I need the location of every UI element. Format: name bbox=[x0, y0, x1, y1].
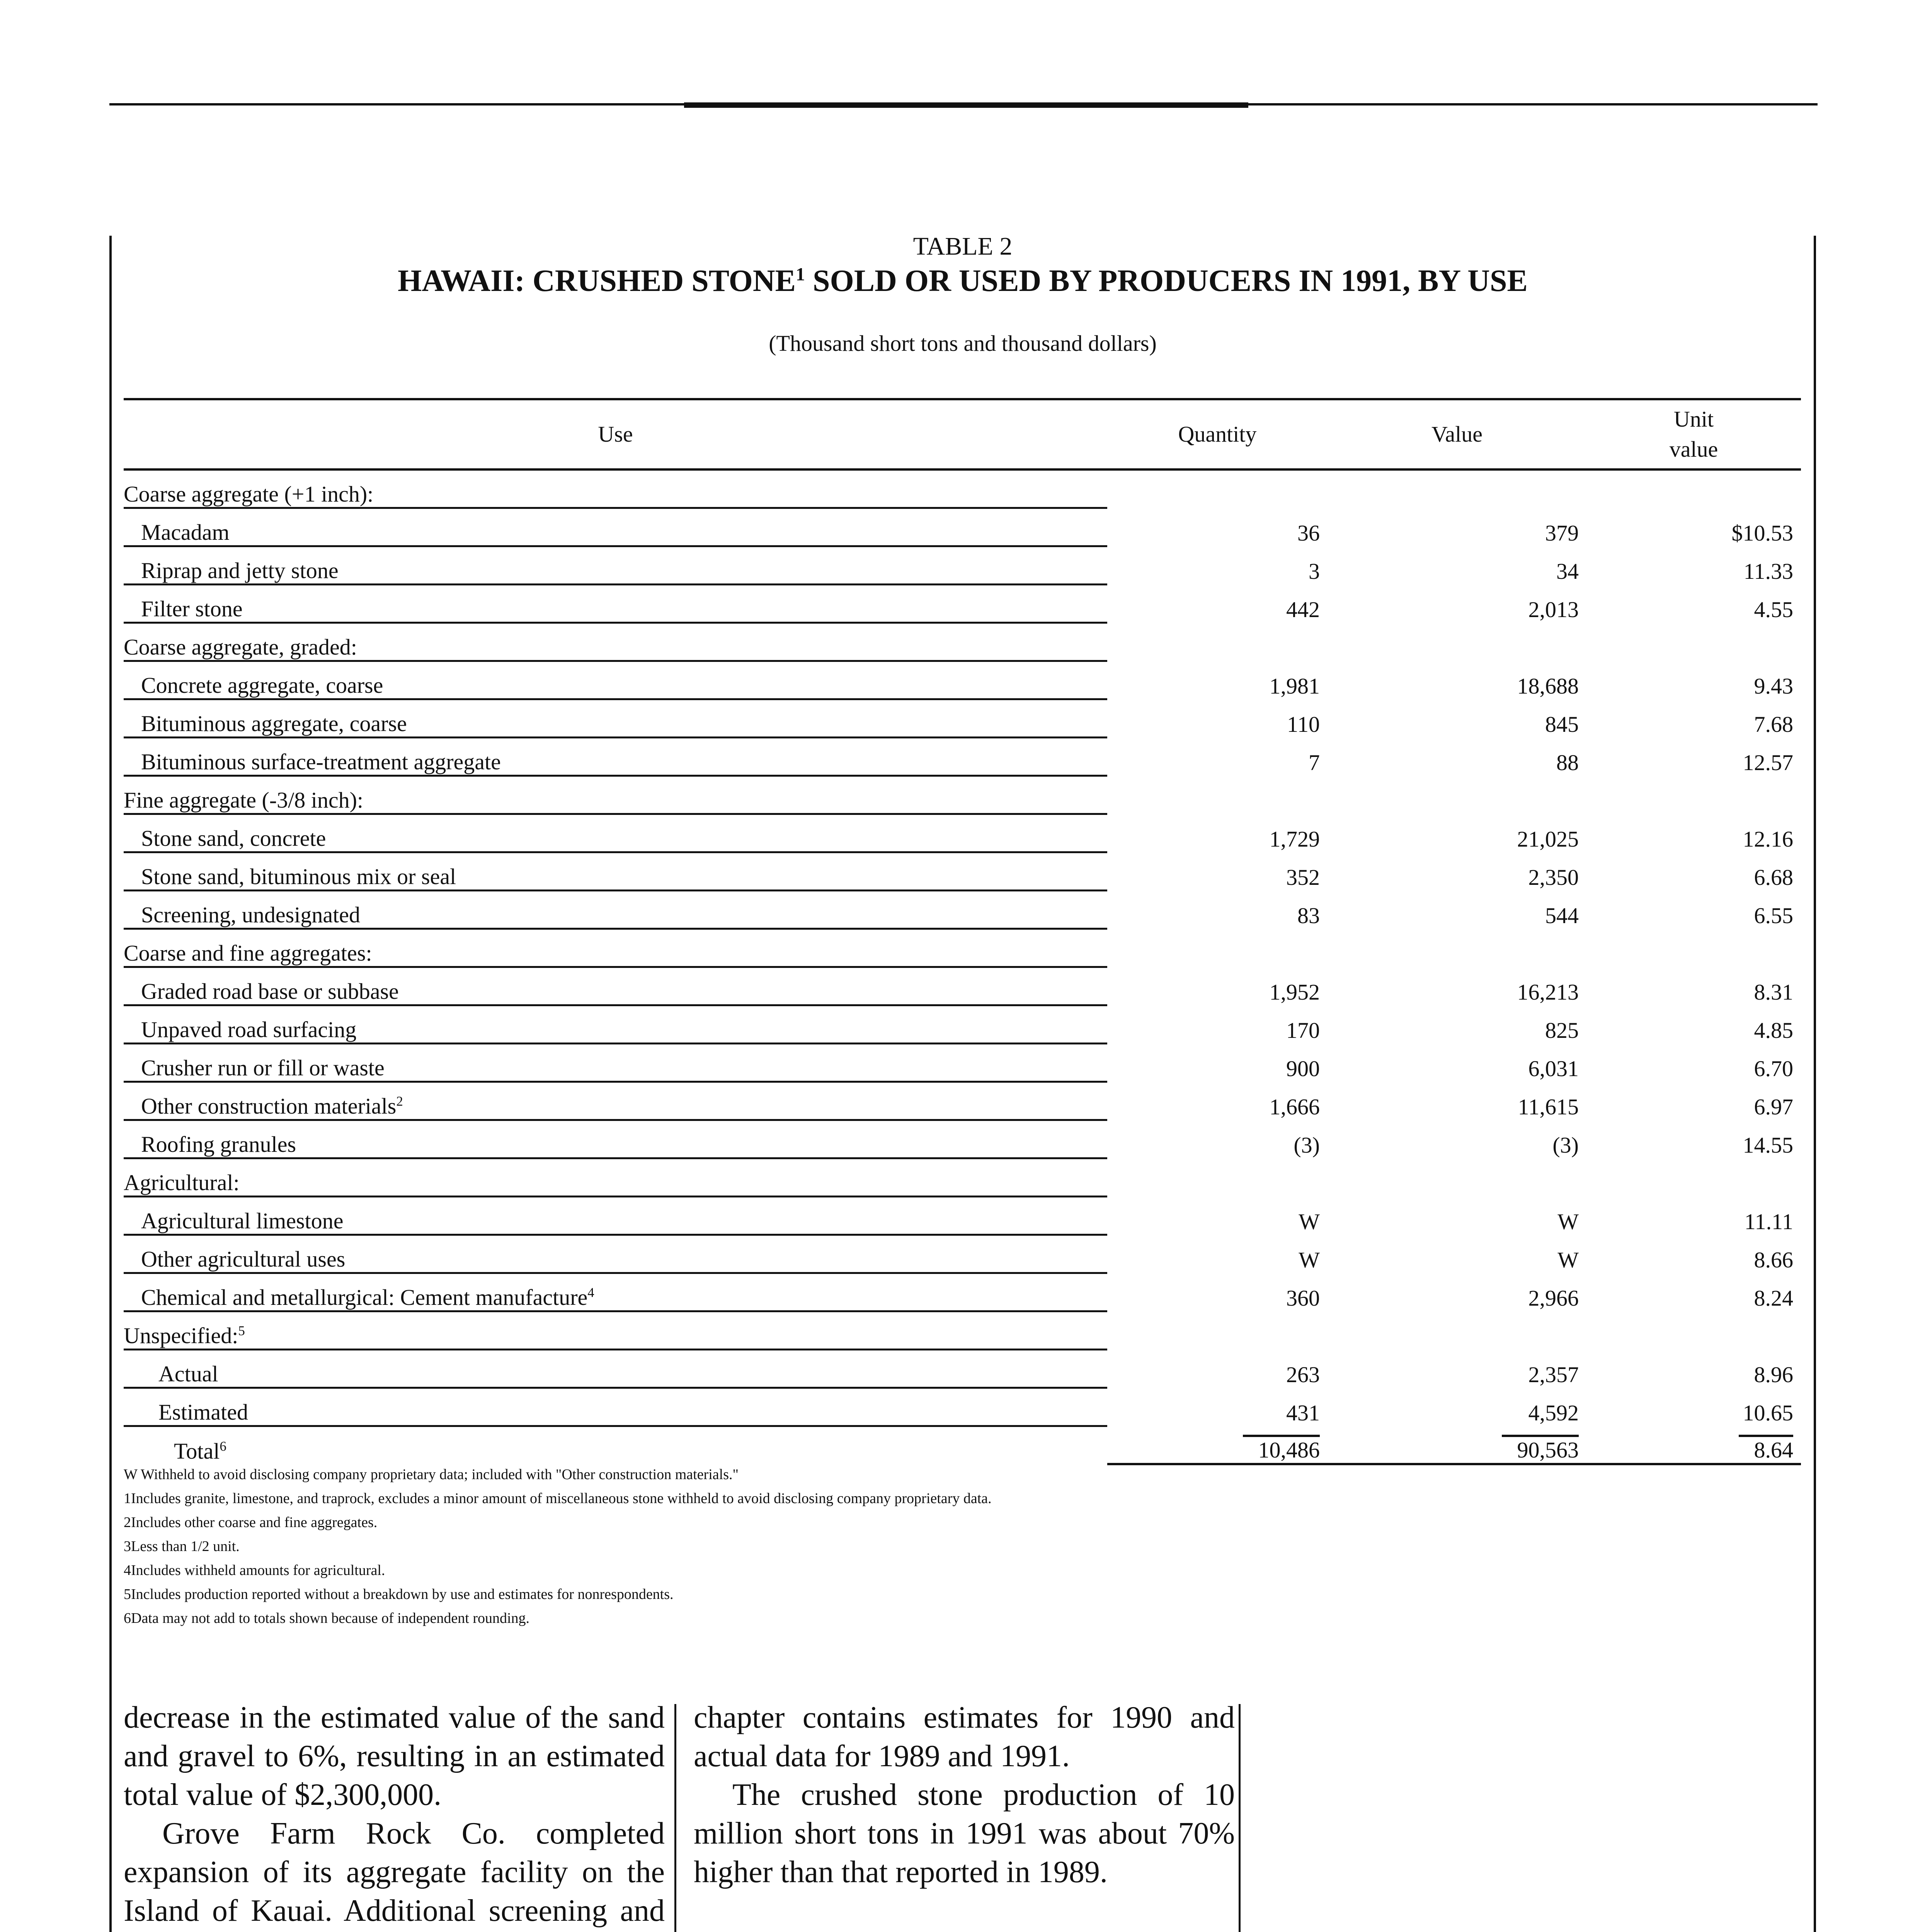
cell-use bbox=[124, 661, 1107, 699]
table-row bbox=[124, 546, 1801, 584]
cell-quantity bbox=[1107, 929, 1328, 967]
cell-value: 6,031 bbox=[1528, 1056, 1579, 1081]
cell-quantity: 7 bbox=[1309, 750, 1320, 775]
cell-use-text: Stone sand, concrete bbox=[141, 825, 326, 851]
cell-quantity: 360 bbox=[1286, 1286, 1320, 1311]
cell-unit-value: 12.57 bbox=[1743, 750, 1793, 775]
cell-use bbox=[124, 890, 1107, 929]
cell-use-text: Chemical and metallurgical: Cement manufacture bbox=[141, 1284, 588, 1310]
cell-unit-value: 6.97 bbox=[1754, 1094, 1793, 1119]
header-rule-thick bbox=[684, 102, 1248, 108]
table-row bbox=[124, 469, 1801, 508]
cell-use-footnote-ref: 4 bbox=[587, 1285, 594, 1300]
footnote-1: 1Includes granite, limestone, and traprock, excludes a minor amount of miscellaneous stone withheld to avoid disclosing company proprietary data. bbox=[124, 1490, 992, 1507]
table-row bbox=[124, 1273, 1801, 1311]
cell-value: 544 bbox=[1545, 903, 1579, 928]
cell-use-text: Unspecified: bbox=[124, 1323, 238, 1348]
cell-unit-value: 14.55 bbox=[1743, 1133, 1793, 1158]
footnote-w: W Withheld to avoid disclosing company proprietary data; included with "Other construction materials." bbox=[124, 1466, 739, 1483]
cell-use bbox=[124, 1158, 1107, 1196]
cell-unit-value bbox=[1586, 622, 1801, 661]
cell-value: 11,615 bbox=[1518, 1094, 1579, 1119]
cell-use-text: Screening, undesignated bbox=[141, 902, 360, 927]
cell-quantity: 900 bbox=[1286, 1056, 1320, 1081]
table-title bbox=[112, 264, 1814, 299]
cell-quantity: 36 bbox=[1297, 520, 1320, 546]
cell-quantity: 352 bbox=[1286, 865, 1320, 890]
cell-use-text: Bituminous surface-treatment aggregate bbox=[141, 749, 501, 774]
cell-quantity: W bbox=[1299, 1247, 1320, 1272]
cell-quantity-text: 10,486 bbox=[1243, 1435, 1320, 1463]
cell-unit-value bbox=[1586, 1426, 1801, 1464]
cell-use bbox=[124, 1426, 1107, 1464]
cell-quantity: 442 bbox=[1286, 597, 1320, 622]
body-paragraph: decrease in the estimated value of the sand and gravel to 6%, resulting in an estimated total value of $2,300,000. bbox=[124, 1701, 665, 1812]
table-row bbox=[124, 1311, 1801, 1349]
cell-use bbox=[124, 1349, 1107, 1388]
cell-use bbox=[124, 508, 1107, 546]
header-unit-value-line2: value bbox=[1669, 437, 1718, 462]
cell-unit-value: 8.96 bbox=[1754, 1362, 1793, 1387]
cell-use-text: Filter stone bbox=[141, 596, 243, 621]
cell-unit-value bbox=[1586, 1158, 1801, 1196]
cell-quantity bbox=[1107, 1158, 1328, 1196]
cell-quantity: 3 bbox=[1309, 559, 1320, 584]
cell-quantity: 1,952 bbox=[1269, 980, 1320, 1005]
cell-value: 845 bbox=[1545, 712, 1579, 737]
cell-use-text: Estimated bbox=[158, 1399, 248, 1425]
cell-unit-value: 4.85 bbox=[1754, 1018, 1793, 1043]
table-units: (Thousand short tons and thousand dollars) bbox=[769, 331, 1157, 356]
cell-quantity: 431 bbox=[1286, 1400, 1320, 1425]
cell-use-text: Agricultural: bbox=[124, 1170, 240, 1195]
cell-use bbox=[124, 1005, 1107, 1043]
cell-value: 2,350 bbox=[1528, 865, 1579, 890]
cell-unit-value: 11.11 bbox=[1744, 1209, 1793, 1234]
table-row bbox=[124, 814, 1801, 852]
cell-use-text: Total bbox=[174, 1439, 220, 1464]
cell-value bbox=[1328, 469, 1586, 508]
cell-use bbox=[124, 1388, 1107, 1426]
cell-use-text: Concrete aggregate, coarse bbox=[141, 672, 383, 698]
body-paragraph: chapter contains estimates for 1990 and actual data for 1989 and 1991. bbox=[694, 1701, 1235, 1773]
crushed-stone-table bbox=[124, 398, 1801, 1465]
cell-value bbox=[1328, 1158, 1586, 1196]
cell-quantity: 1,981 bbox=[1269, 673, 1320, 699]
cell-use-text: Riprap and jetty stone bbox=[141, 558, 339, 583]
cell-use bbox=[124, 1120, 1107, 1158]
cell-unit-value: 10.65 bbox=[1743, 1400, 1793, 1425]
cell-value bbox=[1328, 776, 1586, 814]
header-quantity: Quantity bbox=[1107, 399, 1328, 469]
cell-value: 18,688 bbox=[1517, 673, 1579, 699]
cell-quantity bbox=[1107, 1311, 1328, 1349]
cell-value: 379 bbox=[1545, 520, 1579, 546]
cell-use bbox=[124, 1311, 1107, 1349]
cell-quantity: 1,729 bbox=[1269, 827, 1320, 852]
body-paragraph: The crushed stone production of 10 million short tons in 1991 was about 70% higher than that reported in 1989. bbox=[694, 1778, 1235, 1889]
cell-use-text: Coarse aggregate (+1 inch): bbox=[124, 481, 374, 507]
cell-unit-value: 6.68 bbox=[1754, 865, 1793, 890]
cell-use bbox=[124, 699, 1107, 737]
column-divider bbox=[1239, 1704, 1241, 1932]
cell-use bbox=[124, 622, 1107, 661]
table-row bbox=[124, 1196, 1801, 1235]
table-frame-left bbox=[109, 236, 112, 1932]
cell-use-text: Roofing granules bbox=[141, 1131, 296, 1157]
table-title-post: SOLD OR USED BY PRODUCERS IN 1991, BY USE bbox=[805, 264, 1528, 298]
cell-use-text: Fine aggregate (-3/8 inch): bbox=[124, 787, 364, 813]
cell-use bbox=[124, 737, 1107, 776]
table-title-pre: HAWAII: CRUSHED STONE bbox=[398, 264, 796, 298]
cell-unit-value: 11.33 bbox=[1743, 559, 1793, 584]
table-row bbox=[124, 1426, 1801, 1464]
cell-quantity: W bbox=[1299, 1209, 1320, 1234]
table-row bbox=[124, 1082, 1801, 1120]
cell-unit-value: 8.24 bbox=[1754, 1286, 1793, 1311]
cell-value: 825 bbox=[1545, 1018, 1579, 1043]
cell-value: 34 bbox=[1556, 559, 1579, 584]
cell-use bbox=[124, 967, 1107, 1005]
table-row bbox=[124, 1120, 1801, 1158]
cell-value: 21,025 bbox=[1517, 827, 1579, 852]
header-unit-value bbox=[1586, 399, 1801, 469]
cell-use bbox=[124, 929, 1107, 967]
cell-value: W bbox=[1557, 1247, 1579, 1272]
cell-use bbox=[124, 1082, 1107, 1120]
table-footnotes bbox=[124, 1463, 1785, 1630]
cell-value-text: 90,563 bbox=[1502, 1435, 1579, 1463]
cell-use-text: Macadam bbox=[141, 519, 230, 545]
table-row bbox=[124, 622, 1801, 661]
cell-use-text: Bituminous aggregate, coarse bbox=[141, 711, 407, 736]
cell-use bbox=[124, 584, 1107, 622]
table-row bbox=[124, 929, 1801, 967]
cell-use-footnote-ref: 5 bbox=[238, 1323, 245, 1338]
cell-use-footnote-ref: 2 bbox=[396, 1094, 403, 1109]
footnote-4: 4Includes withheld amounts for agricultural. bbox=[124, 1562, 385, 1578]
cell-value: 2,966 bbox=[1528, 1286, 1579, 1311]
cell-quantity bbox=[1107, 1426, 1328, 1464]
table-row bbox=[124, 737, 1801, 776]
header-value: Value bbox=[1328, 399, 1586, 469]
cell-use-text: Coarse aggregate, graded: bbox=[124, 634, 357, 660]
footnote-3: 3Less than 1/2 unit. bbox=[124, 1538, 240, 1554]
cell-use-text: Other agricultural uses bbox=[141, 1246, 346, 1272]
table-row bbox=[124, 852, 1801, 890]
cell-value bbox=[1328, 1311, 1586, 1349]
cell-unit-value: 6.70 bbox=[1754, 1056, 1793, 1081]
cell-unit-value: 4.55 bbox=[1754, 597, 1793, 622]
table-title-footnote-ref: 1 bbox=[795, 264, 805, 285]
footnote-2: 2Includes other coarse and fine aggregates. bbox=[124, 1514, 378, 1531]
table-label: TABLE 2 bbox=[913, 232, 1013, 260]
cell-use-text: Actual bbox=[158, 1361, 218, 1386]
cell-use-text: Coarse and fine aggregates: bbox=[124, 940, 372, 966]
table-row bbox=[124, 967, 1801, 1005]
cell-use bbox=[124, 852, 1107, 890]
cell-value: 2,013 bbox=[1528, 597, 1579, 622]
table-row bbox=[124, 1005, 1801, 1043]
cell-value: 16,213 bbox=[1517, 980, 1579, 1005]
cell-use bbox=[124, 469, 1107, 508]
cell-quantity: 83 bbox=[1297, 903, 1320, 928]
table-row bbox=[124, 890, 1801, 929]
cell-use-text: Other construction materials bbox=[141, 1093, 397, 1119]
cell-use bbox=[124, 814, 1107, 852]
table-header-row bbox=[124, 399, 1801, 469]
table-body bbox=[124, 469, 1801, 1464]
cell-quantity: (3) bbox=[1294, 1133, 1320, 1158]
cell-use bbox=[124, 1235, 1107, 1273]
table-row bbox=[124, 1388, 1801, 1426]
cell-quantity: 1,666 bbox=[1269, 1094, 1320, 1119]
body-paragraph: Grove Farm Rock Co. completed expansion of its aggregate facility on the Island of Kauai. Additional screening and bbox=[124, 1816, 665, 1928]
cell-unit-value bbox=[1586, 1311, 1801, 1349]
cell-value bbox=[1328, 929, 1586, 967]
cell-unit-value bbox=[1586, 776, 1801, 814]
cell-quantity: 170 bbox=[1286, 1018, 1320, 1043]
table-row bbox=[124, 508, 1801, 546]
cell-unit-value: 9.43 bbox=[1754, 673, 1793, 699]
cell-unit-value: 6.55 bbox=[1754, 903, 1793, 928]
body-column-middle bbox=[694, 1698, 1235, 1891]
cell-value bbox=[1328, 622, 1586, 661]
cell-quantity bbox=[1107, 469, 1328, 508]
cell-value: 2,357 bbox=[1528, 1362, 1579, 1387]
table-row bbox=[124, 1235, 1801, 1273]
table-row bbox=[124, 661, 1801, 699]
cell-unit-value: 7.68 bbox=[1754, 712, 1793, 737]
footnote-5: 5Includes production reported without a breakdown by use and estimates for nonrespondents. bbox=[124, 1586, 674, 1602]
header-unit-value-line1: Unit bbox=[1673, 406, 1714, 432]
table-frame-right bbox=[1814, 236, 1816, 1932]
cell-use-text: Graded road base or subbase bbox=[141, 978, 399, 1004]
table-row bbox=[124, 1349, 1801, 1388]
table-row bbox=[124, 776, 1801, 814]
table-row bbox=[124, 1043, 1801, 1082]
table-row bbox=[124, 1158, 1801, 1196]
cell-unit-value: 12.16 bbox=[1743, 827, 1793, 852]
cell-unit-value: $10.53 bbox=[1731, 520, 1793, 546]
cell-value: (3) bbox=[1552, 1133, 1579, 1158]
cell-quantity bbox=[1107, 776, 1328, 814]
cell-unit-value bbox=[1586, 929, 1801, 967]
cell-value bbox=[1328, 1426, 1586, 1464]
cell-value: 88 bbox=[1556, 750, 1579, 775]
body-column-left bbox=[124, 1698, 665, 1932]
cell-use-footnote-ref: 6 bbox=[220, 1439, 226, 1454]
table-row bbox=[124, 699, 1801, 737]
cell-use bbox=[124, 546, 1107, 584]
cell-unit-value: 8.66 bbox=[1754, 1247, 1793, 1272]
cell-unit-value-text: 8.64 bbox=[1739, 1435, 1794, 1463]
cell-use-text: Unpaved road surfacing bbox=[141, 1017, 357, 1042]
cell-use bbox=[124, 776, 1107, 814]
cell-use bbox=[124, 1043, 1107, 1082]
header-use: Use bbox=[124, 399, 1107, 469]
cell-quantity: 263 bbox=[1286, 1362, 1320, 1387]
cell-use bbox=[124, 1273, 1107, 1311]
cell-use bbox=[124, 1196, 1107, 1235]
cell-use-text: Stone sand, bituminous mix or seal bbox=[141, 864, 456, 889]
cell-use-text: Agricultural limestone bbox=[141, 1208, 344, 1233]
cell-quantity bbox=[1107, 622, 1328, 661]
cell-value: 4,592 bbox=[1528, 1400, 1579, 1425]
cell-unit-value: 8.31 bbox=[1754, 980, 1793, 1005]
cell-quantity: 110 bbox=[1287, 712, 1320, 737]
cell-unit-value bbox=[1586, 469, 1801, 508]
cell-value: W bbox=[1557, 1209, 1579, 1234]
table-row bbox=[124, 584, 1801, 622]
footnote-6: 6Data may not add to totals shown because of independent rounding. bbox=[124, 1610, 530, 1626]
cell-use-text: Crusher run or fill or waste bbox=[141, 1055, 385, 1080]
column-divider bbox=[674, 1704, 676, 1932]
